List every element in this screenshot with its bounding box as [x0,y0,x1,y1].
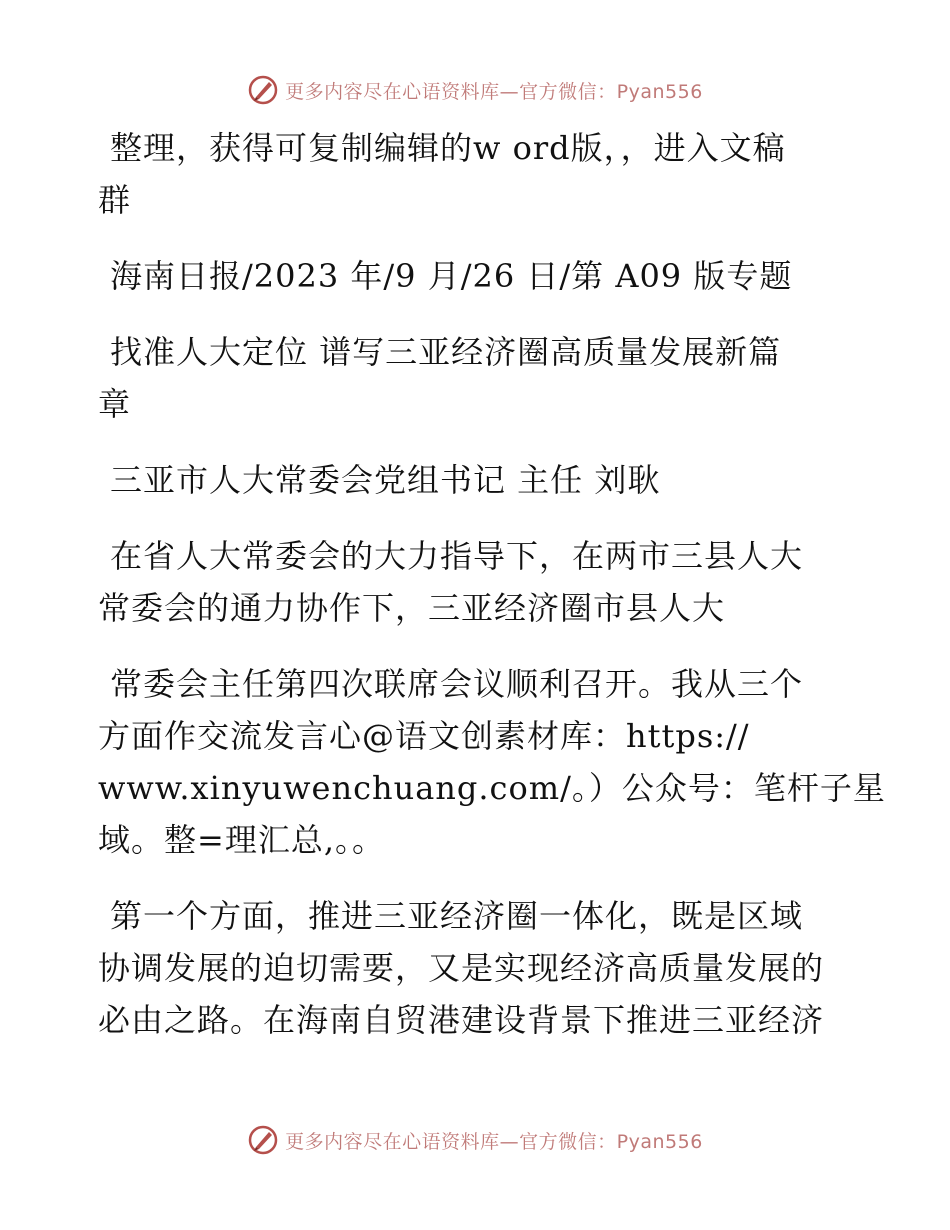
text-line: 海南日报/2023 年/9 月/26 日/第 A09 版专题 [110,257,793,295]
text-line: 找准人大定位 谱写三亚经济圈高质量发展新篇 [110,333,782,371]
article-title [98,326,858,430]
text-line: www.xinyuwenchuang.com/。）公众号：笔杆子星 [98,769,886,807]
text-line: 方面作交流发言心@语文创素材库：https:// [98,717,750,755]
paragraph-body-2 [98,658,886,866]
text-line: 章 [98,385,132,423]
text-line: 必由之路。在海南自贸港建设背景下推进三亚经济 [98,1001,825,1039]
document-body [98,120,886,1046]
text-line: 整理，获得可复制编辑的w ord版，，进入文稿 [110,129,786,167]
text-line: 常委会主任第四次联席会议顺利召开。我从三个 [110,665,804,703]
header-banner-text: 更多内容尽在心语资料库—官方微信：Pyan556 [285,80,703,103]
footer-watermark-banner [0,1120,950,1160]
author-line [98,454,858,506]
text-line: 协调发展的迫切需要，又是实现经济高质量发展的 [98,949,825,987]
paragraph-body-3 [98,890,858,1046]
quill-pen-seal-icon [247,1124,279,1156]
text-line: 三亚市人大常委会党组书记 主任 刘耿 [110,461,661,499]
quill-pen-seal-icon [247,74,279,106]
text-line: 群 [98,181,132,219]
paragraph-source [98,250,858,302]
header-watermark-banner [0,70,950,110]
paragraph-body-1 [98,530,858,634]
text-line: 在省人大常委会的大力指导下，在两市三县人大 [110,537,804,575]
text-line: 第一个方面，推进三亚经济圈一体化，既是区域 [110,897,804,935]
text-line: 域。整=理汇总,。。 [98,821,385,859]
footer-banner-text: 更多内容尽在心语资料库—官方微信：Pyan556 [285,1130,703,1153]
paragraph-intro [98,122,858,226]
text-line: 常委会的通力协作下，三亚经济圈市县人大 [98,589,726,627]
